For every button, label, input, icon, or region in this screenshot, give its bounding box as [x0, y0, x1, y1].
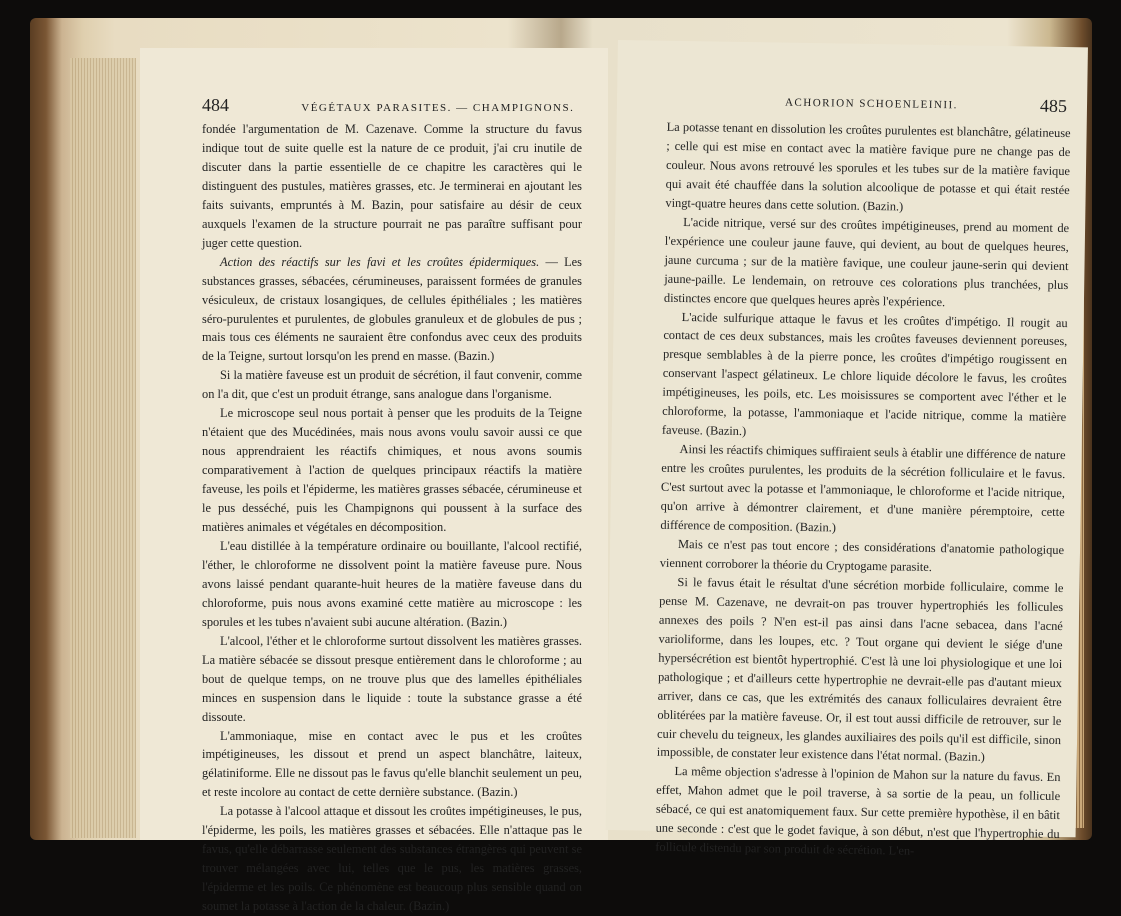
paragraph: La potasse à l'alcool attaque et dissout les croûtes impétigineuses, le pus, l'épiderme, les poils, les matières grasses et sébacées. Elle n'attaque pas le favus, qu'elle débarrasse seulement des substances étrangères qui peuvent se trouver mélangées avec lui, telles que le pus, les matières grasses, l'épiderme et les poils. Ce phénomène est beaucoup plus sensible quand on soumet la potasse à l'action de la chaleur. (Bazin.) [202, 804, 582, 914]
left-page-body [202, 120, 582, 916]
open-book [30, 18, 1092, 914]
paragraph: L'acide sulfurique attaque le favus et les croûtes d'impétigo. Il rougit au contact de ces deux substances, mais les croûtes faveuses deviennent poreuses, presque semblables à de la pierre ponce, les croûtes d'impétigo rougissent en conservant l'aspect gélatineux. Le chlore liquide décolore le favus, les croûtes impétigineuses, les poils, etc. Les moisissures se comportent avec l'éther et le chloroforme, la potasse, l'ammoniaque et l'acide nitrique, comme la matière faveuse. (Bazin.) [661, 309, 1068, 439]
left-page-header [202, 96, 582, 118]
left-running-head: VÉGÉTAUX PARASITES. — CHAMPIGNONS. [301, 102, 575, 114]
paragraph-action-heading [202, 253, 582, 367]
paragraph: La même objection s'adresse à l'opinion de Mahon sur la nature du favus. En effet, Mahon admet que le poil traverse, à sa sortie de la peau, un follicule sébacé, ce qui est anatomiquement faux. Sur cette première hypothèse, il en bâtit une seconde : c'est que le godet favique, à son début, n'est que l'hypertrophie du follicule distendu par son produit de sécrétion. L'en- [655, 764, 1061, 858]
paragraph: Les substances grasses, sébacées, cérumineuses, paraissent formées de granules vésiculeux, de cristaux losangiques, de cellules épithéliales ; les matières séro-purulentes et purulentes, de globules granuleux et de globules de pus ; mais tous ces éléments ne sauraient être confondus avec ceux des produits de la Teigne, surtout lorsqu'on les prend en masse. (Bazin.) [202, 254, 582, 364]
paragraph: L'alcool, l'éther et le chloroforme surtout dissolvent les matières grasses. La matière sébacée se dissout presque entièrement dans le chloroforme ; au bout de quelque temps, on ne trouve plus que des lamelles épithéliales minces en suspension dans le liquide : toute la substance grasse a été dissoute. [202, 633, 582, 724]
page-edges-left [70, 58, 136, 838]
heading-dash: — [539, 254, 565, 269]
right-page-header [667, 91, 1067, 117]
paragraph: L'ammoniaque, mise en contact avec le pus et les croûtes impétigineuses, les dissout et prend un aspect blanchâtre, laiteux, gélatiniforme. Elle ne dissout pas le favus qu'elle blanchit seulement un peu, et reste incolore au contact de cette dernière substance. (Bazin.) [202, 728, 582, 800]
paragraph: Si le favus était le résultat d'une sécrétion morbide folliculaire, comme le pense M. Cazenave, ne devrait-on pas trouver hypertrophiés les follicules annexes des poils ? N'en est-il pas ainsi dans l'acne sebacea, dans l'acné varioliforme, dans les loupes, etc. ? Tout organe qui devient le siége d'une hypersécrétion est bientôt hypertrophié. C'est là une loi physiologique et une loi pathologique ; et d'ailleurs cette hypertrophie ne devrait-elle pas d'autant mieux arriver, dans ce cas, que les extrémités des canaux folliculaires devraient être oblitérées par la matière faveuse. Or, il est tout aussi difficile de retrouver, sur le cuir chevelu du teigneux, les glandes auxiliaires des poils qu'il est difficile, sinon impossible, de constater leur existence dans l'état normal. (Bazin.) [656, 574, 1064, 765]
paragraph: L'eau distillée à la température ordinaire ou bouillante, l'alcool rectifié, l'éther, le chloroforme ne dissolvent point la matière faveuse pure. Nous avons laissé pendant quarante-huit heures de la matière faveuse dans du chloroforme, puis nous avons examiné cette matière au microscope : les sporules et les tubes n'avaient subi aucune altération. (Bazin.) [202, 538, 582, 629]
left-page [140, 48, 608, 914]
paragraph: L'acide nitrique, versé sur des croûtes impétigineuses, prend au moment de l'expérience une couleur jaune fauve, qui devient, au bout de quelques heures, jaune curcuma ; sur de la matière favique, une couleur jaune-serin qui devient jaune-paille. Le lendemain, on retrouve ces colorations plus tranchées, plus distinctes encore que quelques heures après l'expérience. [663, 214, 1070, 309]
paragraph: Si la matière faveuse est un produit de sécrétion, il faut convenir, comme on l'a dit, que c'est un produit étrange, sans analogue dans l'organisme. [202, 368, 582, 402]
paragraph: Le microscope seul nous portait à penser que les produits de la Teigne n'étaient que des Mucédinées, mais nous avons voulu savoir aussi ce que nous apprendraient les réactifs chimiques, et nous avons soumis comparativement à l'action de quelques principaux réactifs la matière faveuse, les poils et l'épiderme, les matières grasses sébacée, cérumineuse et le pus desséché, puis les Champignons qui poussent à la surface des matières animales et végétales en décomposition. [202, 406, 582, 535]
right-page-body [655, 118, 1071, 863]
paragraph: La potasse tenant en dissolution les croûtes purulentes est blanchâtre, gélatineuse ; celle qui est mise en contact avec la matière favique pure ne change pas de couleur. Nous avons retrouvé les sporules et les tubes sur de la matière favique qui avait été chauffée dans la solution alcoolique de potasse et qui était restée vingt-quatre heures dans cette solution. (Bazin.) [665, 119, 1071, 214]
left-page-number: 484 [202, 95, 229, 115]
paragraph: fondée l'argumentation de M. Cazenave. Comme la structure du favus indique tout de suite quelle est la nature de ce produit, j'ai cru inutile de discuter dans la partie essentielle de ce chapitre les caractères qui le distinguent des pustules, matières grasses, etc. Je terminerai en ajoutant les faits suivants, empruntés à M. Bazin, pour satisfaire au désir de ceux auxquels l'examen de la structure pourrait ne pas paraître suffisant pour juger cette question. [202, 122, 582, 250]
right-page-number: 485 [1039, 95, 1068, 117]
paragraph: Mais ce n'est pas tout encore ; des considérations d'anatomie pathologique viennent corroborer la théorie du Cryptogame parasite. [659, 536, 1065, 574]
right-running-head: ACHORION SCHOENLEINII. [784, 96, 959, 112]
right-page [606, 40, 1088, 858]
italic-heading: Action des réactifs sur les favi et les croûtes épidermiques. [220, 254, 540, 269]
paragraph: Ainsi les réactifs chimiques suffiraient seuls à établir une différence de nature entre les croûtes purulentes, les produits de la sécrétion folliculaire et le favus. C'est surtout avec la potasse et l'ammoniaque, le chloroforme et l'acide nitrique, qu'on arrive à démontrer clairement, et d'une manière péremptoire, cette différence de composition. (Bazin.) [660, 442, 1066, 535]
